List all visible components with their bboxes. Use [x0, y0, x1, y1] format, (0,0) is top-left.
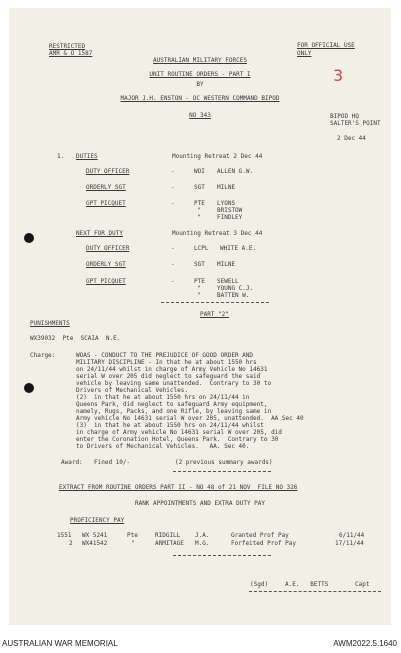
item-number: 1. — [57, 153, 65, 160]
signature-rank: Capt — [355, 581, 370, 588]
duty-role: ORDERLY SGT — [86, 184, 126, 191]
duty-name: BATTEN W. — [217, 292, 250, 299]
divider — [173, 471, 271, 472]
extract-subheading: RANK APPOINTMENTS AND EXTRA DUTY PAY — [134, 500, 266, 507]
charge-line: WOAS - CONDUCT TO THE PREJUDICE OF GOOD ORDER AND — [76, 352, 254, 359]
charge-line: (3) in that he at about 1550 hrs on 24/11/44 whilst — [76, 422, 264, 429]
duty-role: GPT PICQUET — [86, 200, 126, 207]
pay-date: 17/11/44 — [335, 540, 364, 547]
signature-line — [249, 591, 381, 592]
duty-rank: LCPL — [194, 245, 209, 252]
duty-role: DUTY OFFICER — [86, 168, 130, 175]
charge-line: Drivers of Mechanical Vehicles. — [76, 387, 188, 394]
duty-role: DUTY OFFICER — [86, 245, 130, 252]
charge-line: enter the Coronation Hotel, Queens Park. Contrary to 30 — [76, 436, 279, 443]
soldier-details: WX39032 Pte SCAIA N.E. — [30, 335, 121, 342]
duty-rank: SGT — [194, 261, 205, 268]
punishments-label: PUNISHMENTS — [30, 320, 70, 327]
document-subtitle: UNIT ROUTINE ORDERS - PART I — [149, 71, 251, 78]
document-title: AUSTRALIAN MILITARY FORCES — [153, 57, 247, 64]
duty-rank: WOI — [194, 168, 205, 175]
duty-name: MILNE — [217, 184, 236, 191]
duty-dash: - — [171, 168, 175, 175]
next-duty-label: NEXT FOR DUTY — [76, 230, 123, 237]
charge-line: to Drivers of Mechanical Vehicles. AA. Sec 40. — [76, 443, 250, 450]
duty-rank: SGT — [194, 184, 205, 191]
punch-hole — [24, 383, 34, 393]
duty-name: LYONS — [217, 200, 236, 207]
pay-name: RIDGILL — [155, 532, 181, 539]
duties-label: DUTIES — [76, 153, 98, 160]
duty-dash: - — [171, 245, 175, 252]
duty-dash: - — [171, 184, 175, 191]
pay-initials: M.G. — [195, 540, 210, 547]
duties-mounting: Mounting Retreat 2 Dec 44 — [172, 153, 263, 160]
divider — [173, 555, 271, 556]
footer-institution: AUSTRALIAN WAR MEMORIAL — [2, 639, 118, 648]
duty-rank: PTE — [194, 278, 205, 285]
pay-item: 1551 — [57, 532, 72, 539]
archive-footer — [0, 637, 401, 653]
charge-line: serial W over 205 did neglect to safeguard the said — [76, 373, 261, 380]
pay-initials: J.A. — [195, 532, 210, 539]
signature-sgd: (Sgd) — [250, 581, 269, 588]
handwritten-number: 3 — [333, 66, 344, 85]
charge-label: Charge: — [30, 352, 56, 359]
duty-name: ALLEN G.W. — [217, 168, 254, 175]
official-use-only: ONLY — [297, 50, 312, 57]
next-duty-mounting: Mounting Retreat 3 Dec 44 — [172, 230, 263, 237]
charge-line: vehicle by leaving same unattended. Contrary to 30 to — [76, 380, 272, 387]
duty-role: ORDERLY SGT — [86, 261, 126, 268]
divider — [161, 302, 269, 303]
ditto-mark: " — [197, 285, 201, 292]
duty-rank: PTE — [194, 200, 205, 207]
unit-label: BIPOD HQ — [330, 113, 359, 120]
order-date: 2 Dec 44 — [337, 135, 366, 142]
extract-heading: EXTRACT FROM ROUTINE ORDERS PART II - NO 48 of 21 NOV FILE NO 326 — [59, 484, 298, 491]
punch-hole — [24, 233, 34, 243]
official-use-label: FOR OFFICIAL USE — [297, 42, 355, 49]
duty-dash: - — [171, 261, 175, 268]
duty-dash: - — [171, 200, 175, 207]
duty-name: YOUNG C.J. — [217, 285, 254, 292]
pay-number: WX41542 — [82, 540, 108, 547]
duty-name: MILNE — [217, 261, 236, 268]
document-page — [9, 8, 391, 625]
charge-line: on 24/11/44 whilst in charge of Army Vehicle No 14631 — [76, 366, 268, 373]
pay-rank: " — [131, 540, 135, 547]
pay-action: Forfeited Prof Pay — [231, 540, 297, 547]
order-number: NO 343 — [189, 112, 211, 119]
charge-line: MILITARY DISCIPLINE - In that he at about 1550 hrs — [76, 359, 257, 366]
proficiency-pay-label: PROFICIENCY PAY — [70, 517, 125, 524]
pay-rank: Pte — [127, 532, 138, 539]
charge-line: namely, Rugs, Packs, and one Rifle, by leaving same in — [76, 408, 272, 415]
ditto-mark: " — [197, 214, 201, 221]
charge-line: Army vehicle No 14631 serial W over 205, unattended. AA Sec 40 — [76, 415, 304, 422]
location-label: SALTER'S POINT — [330, 120, 381, 127]
pay-item: 2 — [69, 540, 73, 547]
duty-dash: - — [171, 278, 175, 285]
amr-reference: AMR & O 1587 — [49, 50, 93, 57]
pay-action: Granted Prof Pay — [231, 532, 289, 539]
award-value: Fined 10/- — [94, 459, 131, 466]
award-note: (2 previous summary awards) — [175, 459, 273, 466]
duty-name: BRISTOW — [217, 207, 243, 214]
ditto-mark: " — [197, 292, 201, 299]
charge-line: Queens Park, did neglect to safeguard Army equipment, — [76, 401, 268, 408]
award-label: Award: — [61, 459, 83, 466]
signature-name: A.E. BETTS — [285, 581, 329, 588]
part-two-heading: PART "2" — [200, 311, 229, 318]
pay-name: ARMITAGE — [155, 540, 184, 547]
pay-number: WX 5241 — [82, 532, 108, 539]
by-label: BY — [196, 81, 204, 88]
footer-catalog-number: AWM2022.5.1640 — [333, 639, 397, 648]
duty-role: GPT PICQUET — [86, 278, 126, 285]
charge-line: in charge of Army vehicle No 14631 serial W over 205, did — [76, 429, 282, 436]
duty-name: SEWELL — [217, 278, 239, 285]
restricted-label: RESTRICTED — [49, 43, 86, 50]
pay-date: 6/11/44 — [339, 532, 365, 539]
commanding-officer: MAJOR J.H. ENSTON - OC WESTERN COMMAND BIPOD — [120, 95, 280, 102]
charge-line: (2) in that he at about 1550 hrs on 24/11/44 in — [76, 394, 250, 401]
duty-name: FINDLEY — [217, 214, 243, 221]
ditto-mark: " — [197, 207, 201, 214]
duty-name: WHITE A.E. — [220, 245, 257, 252]
